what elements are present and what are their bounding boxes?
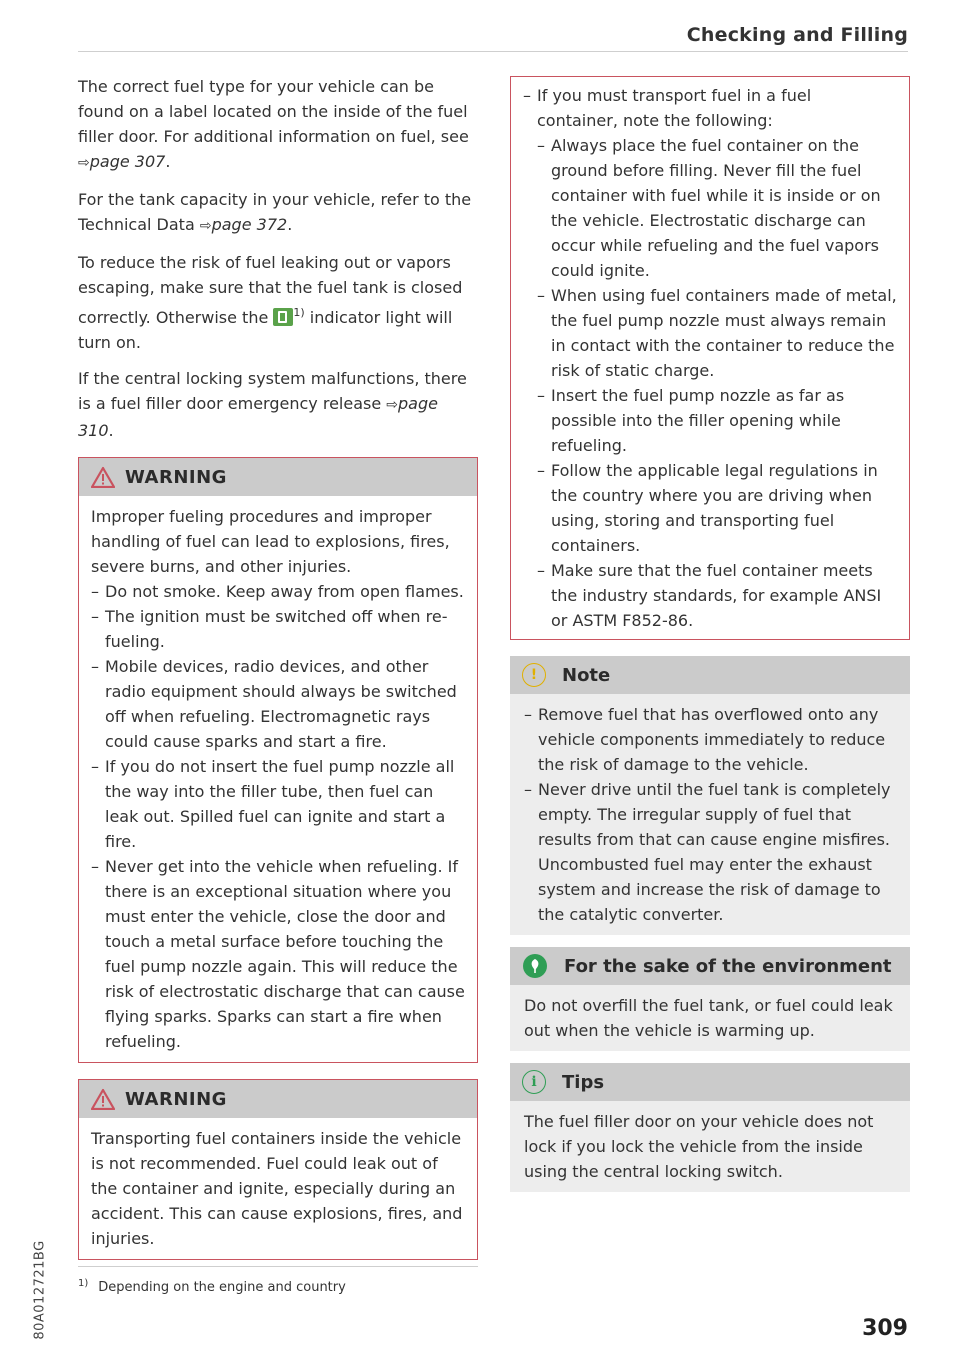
list-item: – If you must transport fuel in a fuel container, note the following: – Always place the fuel container on the ground before filling. Never fill the fuel container with fuel while it is inside or on the vehicle. Electrostatic discharge can occur while refueling and the fuel vapors could ignite. – When using fuel containers made of metal, the fuel pump nozzle must always remain in contact with the container to reduce the risk of static charge. – Insert the fuel pump nozzle as far as possible into the filler opening while refueling. – Follow the applicable legal regulations in the country where you are driving when using, storing and transporting fuel containers. – Make sure that the fuel container meets the industry standards, for example ANSI or ASTM F852-86. [523,83,897,633]
environment-text: Do not overfill the fuel tank, or fuel could leak out when the vehicle is warming up. [524,996,893,1040]
footnote-text: Depending on the engine and country [98,1280,346,1295]
environment-header [510,947,910,985]
warning-lead: Transporting fuel containers inside the vehicle is not recommended. Fuel could leak out of the container and ignite, especially during an accident. This can cause explosions, fires, and injuries. [91,1129,463,1248]
footnote-marker: 1) [293,306,305,319]
leaf-icon [522,953,548,979]
page-ref-307[interactable]: page 307 [89,152,166,171]
environment-body [510,985,910,1051]
fuel-pump-indicator-icon [273,308,293,326]
note-title: Note [562,664,611,686]
footnote-mark: 1) [78,1278,89,1289]
page-number: 309 [862,1316,908,1341]
warning-body [79,1118,477,1259]
environment-panel [510,947,910,1051]
info-icon: i [522,1070,546,1094]
page-ref-310[interactable]: page 310 [78,394,438,440]
list-item: – Do not smoke. Keep away from open flames. [91,579,465,604]
list-item: – Always place the fuel container on the ground before filling. Never fill the fuel container with fuel while it is inside or on the vehicle. Electrostatic discharge can occur while refueling and the fuel vapors could ignite. [537,133,897,283]
tips-text: The fuel filler door on your vehicle does not lock if you lock the vehicle from the inside using the central locking switch. [524,1112,874,1181]
warning-continuation-box [510,76,910,640]
chapter-title: Checking and Filling [686,24,908,46]
tank-capacity-paragraph: For the tank capacity in your vehicle, refer to the Technical Data ⇨page 372. [78,190,472,234]
note-panel [510,656,910,935]
list-item: – Make sure that the fuel container meets the industry standards, for example ANSI or ASTM F852-86. [537,558,897,633]
warning-list [91,579,465,1054]
warning-fueling-box [78,457,478,1063]
warning-transport-box [78,1079,478,1260]
fuel-type-paragraph: The correct fuel type for your vehicle can be found on a label located on the inside of the fuel filler door. For additional information on fuel, see ⇨page 307. [78,77,469,171]
list-item: – Never get into the vehicle when refueling. If there is an exceptional situation where you must enter the vehicle, close the door and touch a metal surface before touching the fuel pump nozzle again. This will reduce the risk of electrostatic discharge that can cause flying sparks. Sparks can start a fire when refueling. [91,854,465,1054]
warning-triangle-icon [91,1088,115,1110]
header-rule [78,51,908,52]
warning-title: WARNING [125,466,227,488]
left-column [78,74,478,1276]
list-item: – When using fuel containers made of metal, the fuel pump nozzle must always remain in contact with the container to reduce the risk of static charge. [537,283,897,383]
warning-body [511,77,909,639]
footnote-rule [78,1266,478,1267]
warning-title: WARNING [125,1088,227,1110]
right-column [510,74,910,1204]
note-header [510,656,910,694]
central-locking-paragraph: If the central locking system malfunctions, there is a fuel filler door emergency release ⇨page 310. [78,369,467,440]
document-code: 80A012721BG [32,1240,48,1340]
warning-header [79,458,477,496]
arrow-icon: ⇨ [386,397,399,413]
list-item: – The ignition must be switched off when re-fueling. [91,604,465,654]
arrow-icon: ⇨ [199,218,212,234]
tips-header [510,1063,910,1101]
warning-lead: Improper fueling procedures and improper handling of fuel can lead to explosions, fires, severe burns, and other injuries. [91,507,450,576]
page-ref-372[interactable]: page 372 [211,215,288,234]
list-item: – Insert the fuel pump nozzle as far as possible into the filler opening while refueling. [537,383,897,458]
note-body [510,694,910,935]
list-item: – Never drive until the fuel tank is completely empty. The irregular supply of fuel that results from that can cause engine misfires. Uncombusted fuel may enter the exhaust system and increase the risk of damage to the catalytic converter. [524,777,896,927]
exclamation-icon: ! [522,663,546,687]
environment-title: For the sake of the environment [564,955,892,977]
warning-body [79,496,477,1062]
footnote [78,1278,346,1295]
tips-body [510,1101,910,1192]
warning-header [79,1080,477,1118]
nested-list [537,133,897,633]
tips-title: Tips [562,1071,605,1093]
tips-panel [510,1063,910,1192]
list-item: – If you do not insert the fuel pump nozzle all the way into the filler tube, then fuel can leak out. Spilled fuel can ignite and start a fire. [91,754,465,854]
arrow-icon: ⇨ [78,155,90,171]
list-item: – Remove fuel that has overflowed onto any vehicle components immediately to reduce the risk of damage to the vehicle. [524,702,896,777]
list-item: – Follow the applicable legal regulations in the country where you are driving when using, storing and transporting fuel containers. [537,458,897,558]
note-list [524,702,896,927]
warning-list [523,83,897,633]
warning-triangle-icon [91,466,115,488]
fuel-leak-paragraph: To reduce the risk of fuel leaking out or vapors escaping, make sure that the fuel tank is closed correctly. Otherwise the $^{1)}$ indicator light will turn on. [78,253,463,352]
list-item: – Mobile devices, radio devices, and other radio equipment should always be switched off when refueling. Electromagnetic rays could cause sparks and start a fire. [91,654,465,754]
